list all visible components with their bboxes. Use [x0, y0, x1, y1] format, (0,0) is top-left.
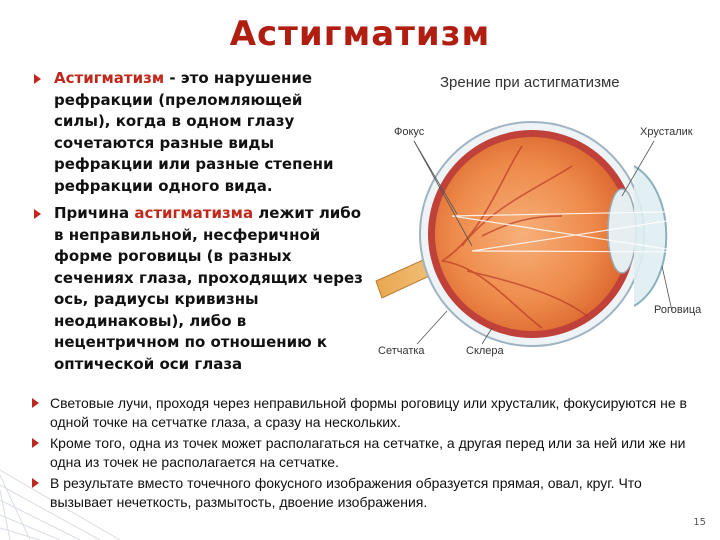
bullet-text: лежит либо в неправильной, несферичной форме роговицы (в разных сечениях глаза, проходящих через ось, радиусы кривизны неодинаковы), либо в нецентричном по отношению к оптической оси глаза	[54, 204, 363, 373]
bottom-bullet	[32, 474, 702, 511]
bullet-marker-icon	[32, 398, 39, 408]
label-focus: Фокус	[394, 126, 425, 138]
label-sclera: Склера	[466, 345, 504, 357]
illustration-title: Зрение при астигматизме	[440, 74, 620, 91]
eye-illustration	[372, 66, 720, 366]
bullet-cause	[34, 203, 364, 375]
bottom-bullet	[32, 434, 702, 471]
bullet-text: Кроме того, одна из точек может располагаться на сетчатке, а другая перед или за ней или же ни одна из точек не располагается на сетчатке.	[50, 435, 686, 470]
bullet-marker-icon	[34, 209, 41, 219]
label-lens: Хрусталик	[640, 126, 693, 138]
bullet-lead: Причина	[54, 204, 135, 222]
bullet-definition	[34, 68, 364, 197]
eye-diagram-icon	[372, 66, 720, 366]
bullet-text: В результате вместо точечного фокусного изображения образуется прямая, овал, круг. Что вызывает нечеткость, размытость, двоение изображения.	[50, 475, 642, 510]
label-retina: Сетчатка	[378, 345, 425, 357]
bottom-bullet	[32, 394, 702, 431]
term-highlight: Астигматизм	[54, 69, 165, 87]
bullet-marker-icon	[32, 438, 39, 448]
bullet-marker-icon	[32, 478, 39, 488]
bullet-marker-icon	[34, 74, 41, 84]
bullet-text: - это нарушение рефракции (преломляющей силы), когда в одном глазу сочетаются разные виды рефракции или разные степени рефракции одного вида.	[54, 69, 334, 195]
slide-title: Астигматизм	[229, 14, 491, 54]
page-number: 15	[693, 517, 706, 528]
term-highlight: астигматизма	[134, 204, 254, 222]
top-bullet-list	[34, 68, 364, 386]
label-cornea: Роговица	[654, 304, 702, 316]
bullet-text: Световые лучи, проходя через неправильной формы роговицу или хрусталик, фокусируются не в одной точке на сетчатке глаза, а сразу на нескольких.	[50, 395, 687, 430]
bottom-bullet-list	[32, 394, 702, 514]
